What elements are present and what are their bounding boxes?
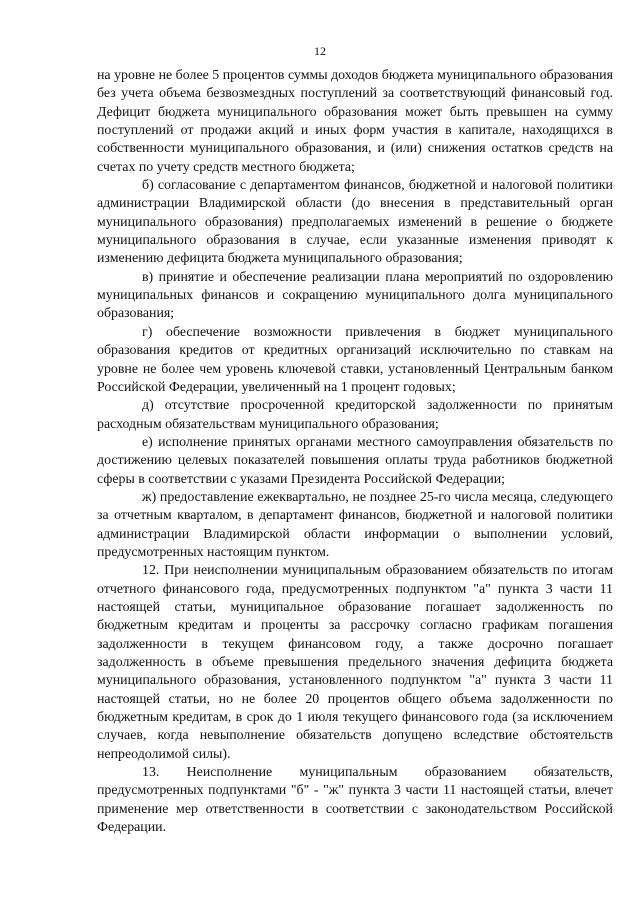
document-body xyxy=(97,67,613,837)
paragraph-11-3zh: ж) предоставление ежеквартально, не позднее 25-го числа месяца, следующего за отчетным кварталом, в департамент финансов, бюджетной и налоговой политики администрации Владимирской области информации о выполнении условий, предусмотренных настоящим пунктом. xyxy=(97,489,613,560)
paragraph-11-3d: д) отсутствие просроченной кредиторской задолженности по принятым расходным обязательствам муниципального образования; xyxy=(97,398,613,432)
paragraph-11-3a-continuation: на уровне не более 5 процентов суммы доходов бюджета муниципального образования без учета объема безвозмездных поступлений за соответствующий финансовый год. Дефицит бюджета муниципального образования может быть превышен на сумму поступлений от продажи акций и иных форм участия в капитале, находящихся в собственности муниципального образования, и (или) снижения остатков средств на счетах по учету средств местного бюджета; xyxy=(97,68,613,175)
paragraph-11-3v: в) принятие и обеспечение реализации плана мероприятий по оздоровлению муниципальных финансов и сокращению муниципального долга муниципального образования; xyxy=(97,269,613,322)
paragraph-11-3b: б) согласование с департаментом финансов, бюджетной и налоговой политики администрации Владимирской области (до внесения в представительный орган муниципального образования) предполагаемых изменений в решение о бюджете муниципального образования в случае, если указанные изменения приводят к изменению дефицита бюджета муниципального образования; xyxy=(97,178,613,267)
paragraph-11-3e: е) исполнение принятых органами местного самоуправления обязательств по достижению целевых показателей повышения оплаты труда работников бюджетной сферы в соответствии с указами Президента Российской Федерации; xyxy=(97,434,613,487)
page-number: 12 xyxy=(314,44,326,58)
paragraph-13: 13. Неисполнение муниципальным образованием обязательств, предусмотренных подпунктами "б" - "ж" пункта 3 части 11 настоящей статьи, влечет применение мер ответственности в соответствии с законодательством Российской Федерации. xyxy=(97,765,613,836)
paragraph-11-3g: г) обеспечение возможности привлечения в бюджет муниципального образования кредитов от кредитных организаций исключительно по ставкам на уровне не более чем уровень ключевой ставки, установленный Центральным банком Российской Федерации, увеличенный на 1 процент годовых; xyxy=(97,324,613,395)
paragraph-12: 12. При неисполнении муниципальным образованием обязательств по итогам отчетного финансового года, предусмотренных подпунктом "а" пункта 3 части 11 настоящей статьи, муниципальное образование погашает задолженность по бюджетным кредитам и проценты за рассрочку согласно графикам погашения задолженности в текущем финансовом году, а также досрочно погашает задолженность в объеме превышения предельного значения дефицита бюджета муниципального образования, установленного подпунктом "а" пункта 3 части 11 настоящей статьи, но не более 20 процентов общего объема задолженности по бюджетным кредитам, в срок до 1 июля текущего финансового года (за исключением случаев, когда невыполнение обязательств допущено вследствие обстоятельств непреодолимой силы). xyxy=(97,563,613,762)
